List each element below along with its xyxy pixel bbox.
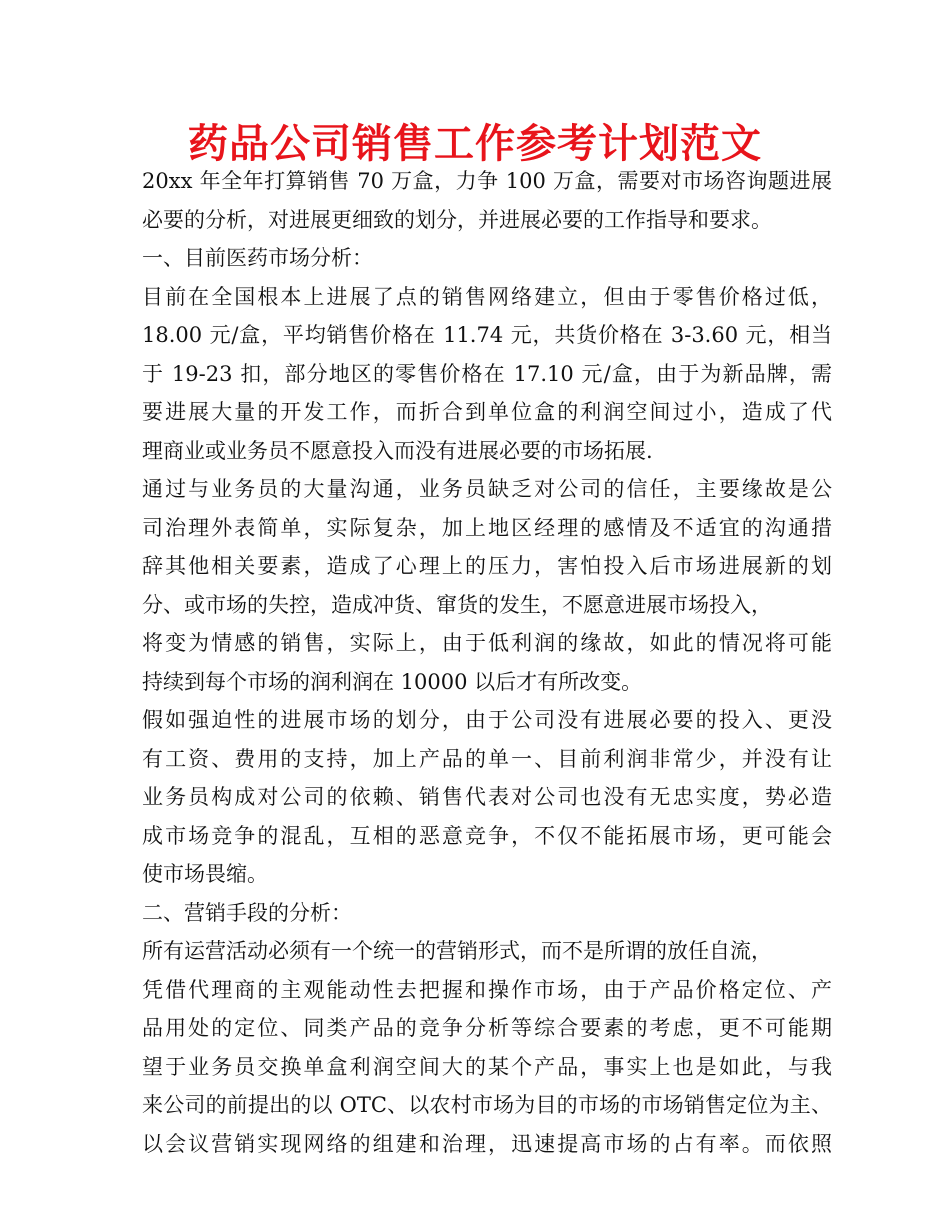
body-line: 20xx 年全年打算销售 70 万盒，力争 100 万盒，需要对市场咨询题进展 [142, 169, 832, 193]
body-line: 假如强迫性的进展市场的划分，由于公司没有进展必要的投入、更没 [142, 708, 832, 732]
body-line: 有工资、费用的支持，加上产品的单一、目前利润非常少，并没有让 [142, 746, 832, 771]
body-line: 来公司的前提出的以 OTC、以农村市场为目的市场的市场销售定位为主、 [142, 1093, 832, 1117]
document-body [142, 162, 832, 1163]
body-line: 望于业务员交换单盒利润空间大的某个产品，事实上也是如此，与我 [142, 1054, 832, 1079]
body-line: 一、目前医药市场分析： [142, 246, 373, 270]
body-line: 成市场竞争的混乱，互相的恶意竞争，不仅不能拓展市场，更可能会 [142, 823, 832, 848]
body-line: 所有运营活动必须有一个统一的营销形式，而不是所谓的放任自流， [142, 939, 772, 963]
body-line: 理商业或业务员不愿意投入而没有进展必要的市场拓展. [142, 438, 653, 463]
body-line: 要进展大量的开发工作，而折合到单位盒的利润空间过小，造成了代 [142, 400, 832, 424]
document-title: 药品公司销售工作参考计划范文 [188, 121, 762, 167]
body-line: 使市场畏缩。 [142, 862, 268, 886]
body-line: 18.00 元/盒，平均销售价格在 11.74 元，共货价格在 3-3.60 元，相当 [142, 323, 832, 347]
body-line: 司治理外表简单，实际复杂，加上地区经理的感情及不适宜的沟通措 [142, 515, 832, 540]
body-line: 于 19-23 扣，部分地区的零售价格在 17.10 元/盒，由于为新品牌，需 [142, 361, 832, 386]
body-line: 分、或市场的失控，造成冲货、窜货的发生，不愿意进展市场投入， [142, 592, 772, 617]
body-line: 以会议营销实现网络的组建和治理，迅速提高市场的占有率。而依照 [142, 1131, 832, 1156]
body-line: 目前在全国根本上进展了点的销售网络建立，但由于零售价格过低， [142, 284, 832, 309]
body-line: 通过与业务员的大量沟通，业务员缺乏对公司的信任，主要缘故是公 [142, 477, 832, 501]
body-line: 必要的分析，对进展更细致的划分，并进展必要的工作指导和要求。 [142, 207, 772, 232]
body-line: 业务员构成对公司的依赖、销售代表对公司也没有无忠实度，势必造 [142, 785, 832, 809]
body-line: 辞其他相关要素，造成了心理上的压力，害怕投入后市场进展新的划 [142, 554, 832, 578]
body-line: 持续到每个市场的润利润在 10000 以后才有所改变。 [142, 669, 643, 694]
body-line: 二、营销手段的分析： [142, 900, 352, 925]
body-line: 凭借代理商的主观能动性去把握和操作市场，由于产品价格定位、产 [142, 977, 832, 1002]
body-line: 品用处的定位、同类产品的竞争分析等综合要素的考虑，更不可能期 [142, 1016, 832, 1040]
body-line: 将变为情感的销售，实际上，由于低利润的缘故，如此的情况将可能 [142, 631, 832, 655]
